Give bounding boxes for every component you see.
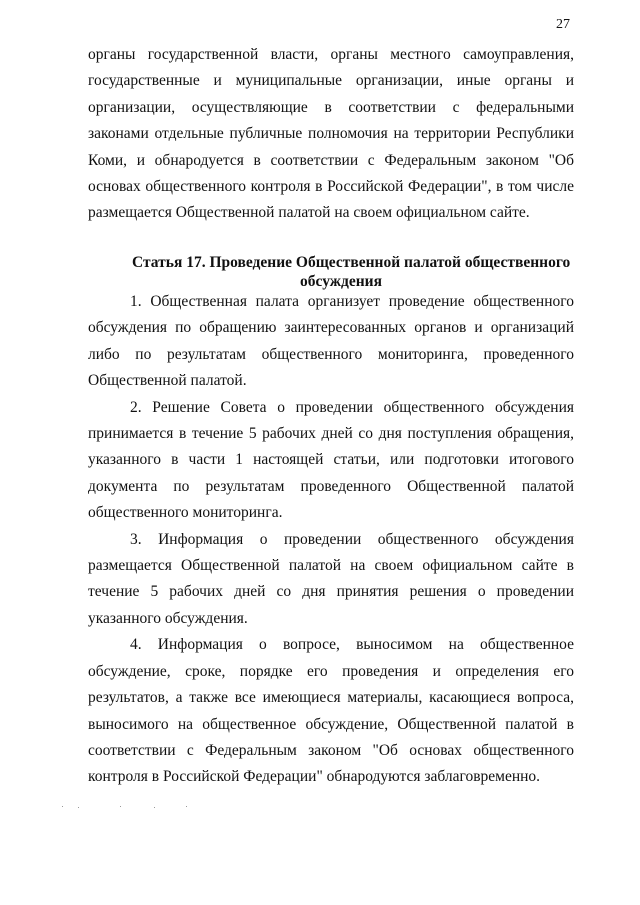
- article-heading: [132, 253, 574, 291]
- intro-paragraph: органы государственной власти, органы местного самоуправления, государственные и муниципальные организации, иные органы и организации, осуществляющие в соответствии с федеральными законами отдельные публичные полномочия на территории Республики Коми, и обнародуется в соответствии с Федеральным законом "Об основах общественного контроля в Российской Федерации", в том числе размещается Общественной палатой на своем официальном сайте.: [88, 46, 574, 222]
- article-body: [88, 289, 574, 791]
- article-paragraph-1: 1. Общественная палата организует проведение общественного обсуждения по обращению заинтересованных органов и организаций либо по результатам общественного мониторинга, проведенного Общественной палатой.: [88, 293, 574, 390]
- article-title-line-1: Статья 17. Проведение Общественной палатой общественного: [132, 254, 571, 271]
- article-paragraph-4: 4. Информация о вопросе, выносимом на общественное обсуждение, сроке, порядке его проведения и определения его результатов, а также все имеющиеся материалы, касающиеся вопроса, выносимого на общественное обсуждение, Общественной палатой в соответствии с Федеральным законом "Об основах общественного контроля в Российской Федерации" обнародуются заблаговременно.: [88, 636, 574, 786]
- article-title-line-2: обсуждения: [300, 273, 382, 290]
- scan-speck: [154, 807, 155, 808]
- intro-text-block: [88, 42, 574, 227]
- scan-speck: [78, 807, 79, 808]
- scan-speck: [186, 806, 187, 807]
- scan-speck: [120, 806, 121, 807]
- article-paragraph-3: 3. Информация о проведении общественного обсуждения размещается Общественной палатой на своем официальном сайте в течение 5 рабочих дней со дня принятия решения о проведении указанного обсуждения.: [88, 530, 574, 627]
- article-paragraph-2: 2. Решение Совета о проведении общественного обсуждения принимается в течение 5 рабочих дней со дня поступления обращения, указанного в части 1 настоящей статьи, или подготовки итогового документа по результатам проведенного Общественной палатой общественного мониторинга.: [88, 398, 574, 522]
- scan-speck: [62, 806, 63, 807]
- scan-speckles: [62, 806, 192, 808]
- page-number: 27: [556, 17, 570, 32]
